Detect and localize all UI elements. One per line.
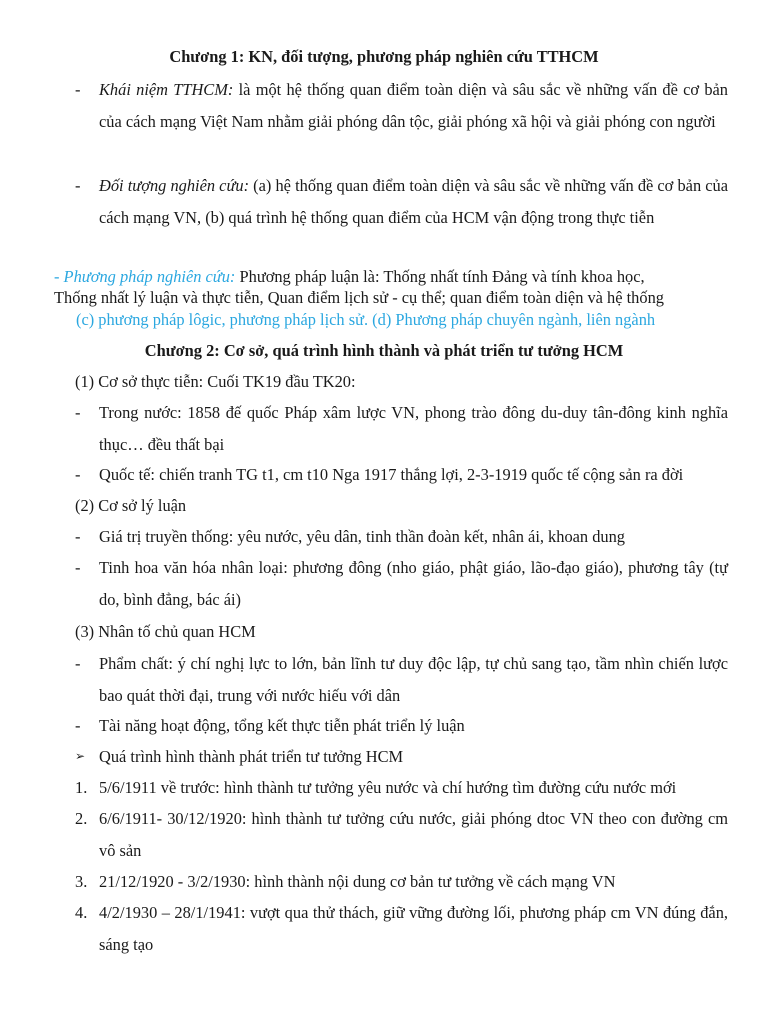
number-marker: 1. [75,778,88,797]
method-line-3: (c) phương pháp lôgic, phương pháp lịch sử. (d) Phương pháp chuyên ngành, liên ngành [76,310,656,329]
list-item: Tinh hoa văn hóa nhân loại: phương đông (nho giáo, phật giáo, lão-đạo giáo), phương tây (tự do, bình đẳng, bác ái) [99,558,728,609]
stage-item: 4/2/1930 – 28/1/1941: vượt qua thử thách, giữ vững đường lối, phương pháp cm VN đúng đắn, sáng tạo [99,903,728,954]
bullet-marker: - [75,654,81,673]
stage-item: 6/6/1911- 30/12/1920: hình thành tư tưởng cứu nước, giải phóng dtoc VN theo con đường cm vô sản [99,809,728,860]
bullet-marker: - [75,465,81,484]
section-heading: (2) Cơ sở lý luận [75,496,187,515]
arrow-bullet-icon: ➢ [75,749,86,763]
bullet-marker: - [75,558,81,577]
method-line-1 [54,266,645,288]
bullet-marker: - [75,716,81,735]
number-marker: 3. [75,872,88,891]
bullet-marker: - [75,527,81,546]
item-label: Khái niệm TTHCM: [99,80,234,99]
item-text: (a) hệ thống quan điểm toàn diện và sâu sắc về những vấn đề cơ bản của cách mạng VN, (b) quá trình hệ thống quan điểm của HCM vận động trong thực tiễn [99,176,728,227]
chapter-1-title: Chương 1: KN, đối tượng, phương pháp nghiên cứu TTHCM [169,47,599,66]
item-text: là một hệ thống quan điểm toàn diện và sâu sắc về những vấn đề cơ bản của cách mạng Việt Nam nhằm giải phóng dân tộc, giải phóng xã hội và giải phóng con người [99,80,728,131]
stage-item: 5/6/1911 về trước: hình thành tư tưởng yêu nước và chí hướng tìm đường cứu nước mới [99,778,677,797]
list-item: Tài năng hoạt động, tổng kết thực tiễn phát triển lý luận [99,716,465,735]
bullet-marker: - [75,176,81,195]
bullet-marker: - [75,80,81,99]
item-label: Đối tượng nghiên cứu: [99,176,250,195]
object-item [99,170,728,233]
list-item: Giá trị truyền thống: yêu nước, yêu dân, tinh thần đoàn kết, nhân ái, khoan dung [99,527,625,546]
list-item: Phẩm chất: ý chí nghị lực to lớn, bản lĩnh tư duy độc lập, tự chủ sang tạo, tầm nhìn chiến lược bao quát thời đại, trung với nước hiếu với dân [99,654,728,705]
method-label: - Phương pháp nghiên cứu: [54,267,236,286]
list-item: Quốc tế: chiến tranh TG t1, cm t10 Nga 1917 thắng lợi, 2-3-1919 quốc tế cộng sản ra đời [99,465,684,484]
list-item: Quá trình hình thành phát triển tư tưởng HCM [99,747,404,766]
definition-item [99,74,728,137]
section-heading: (1) Cơ sở thực tiễn: Cuối TK19 đầu TK20: [75,372,356,391]
method-text: Phương pháp luận là: Thống nhất tính Đảng và tính khoa học, [235,267,645,286]
chapter-2-title: Chương 2: Cơ sở, quá trình hình thành và phát triển tư tưởng HCM [144,341,624,360]
number-marker: 4. [75,903,88,922]
stage-item: 21/12/1920 - 3/2/1930: hình thành nội dung cơ bản tư tưởng về cách mạng VN [99,872,616,891]
section-heading: (3) Nhân tố chủ quan HCM [75,622,256,641]
method-line-2: Thống nhất lý luận và thực tiễn, Quan điểm lịch sử - cụ thể; quan điểm toàn diện và hệ thống [54,288,664,307]
bullet-marker: - [75,403,81,422]
list-item: Trong nước: 1858 đế quốc Pháp xâm lược VN, phong trào đông du-duy tân-đông kinh nghĩa thục… đều thất bại [99,403,728,454]
number-marker: 2. [75,809,88,828]
